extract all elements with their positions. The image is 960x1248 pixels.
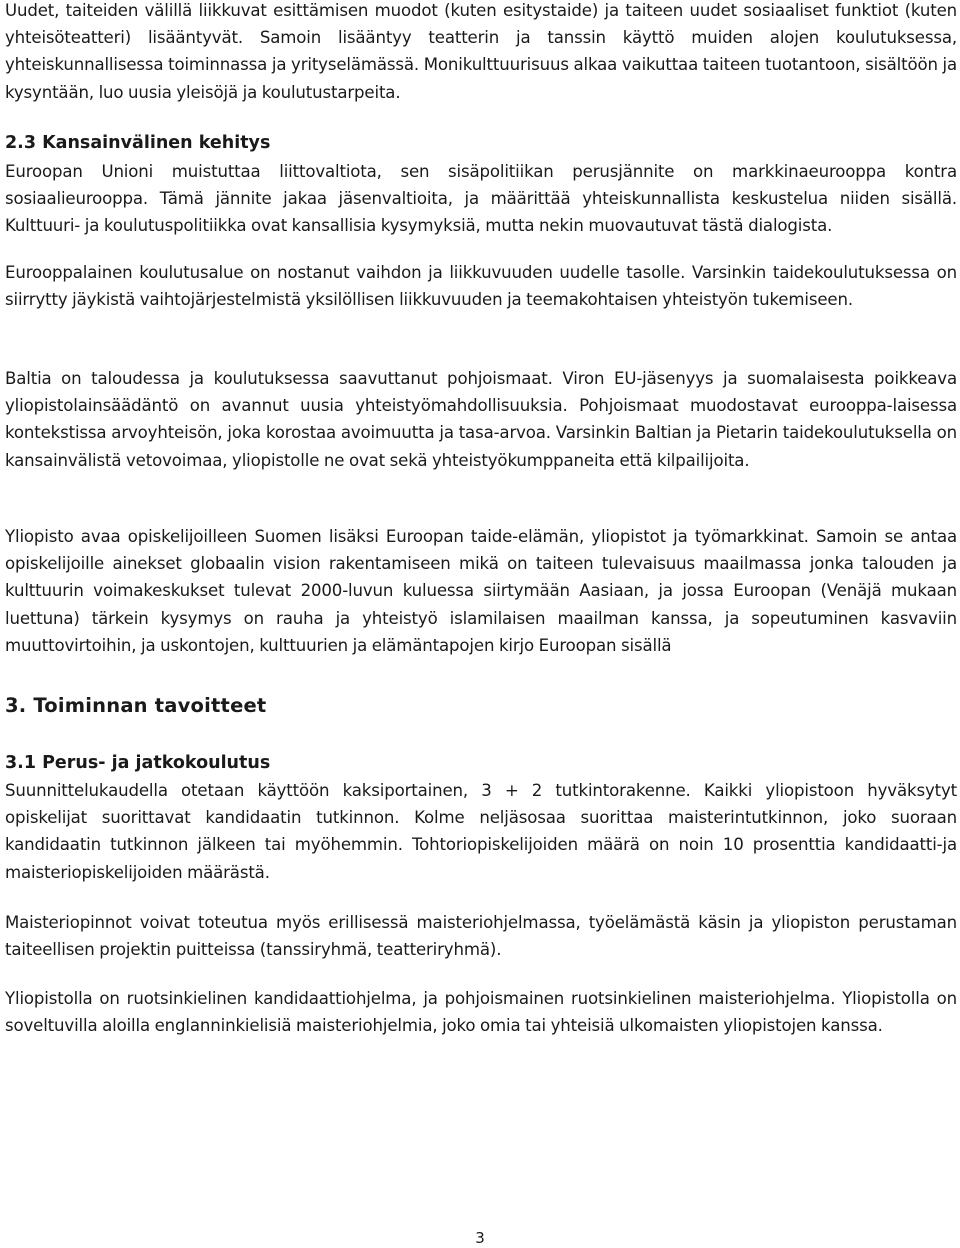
heading-3: 3. Toiminnan tavoitteet [5, 694, 267, 717]
section-3-1-block [5, 750, 957, 776]
eu-paragraph-block [5, 158, 957, 240]
section-3-block [5, 692, 957, 720]
maisteri-paragraph-block [5, 909, 957, 963]
baltia-paragraph-block [5, 365, 957, 474]
ruotsi-paragraph-block [5, 985, 957, 1039]
maisteri-paragraph: Maisteriopinnot voivat toteutua myös erillisessä maisteriohjelmassa, työelämästä käsin ja yliopiston perustaman taiteellisen projektin puitteissa (tanssiryhmä, teatteriryhmä). [5, 913, 957, 960]
yliopisto-paragraph: Yliopisto avaa opiskelijoilleen Suomen lisäksi Euroopan taide-elämän, yliopistot ja työmarkkinat. Samoin se antaa opiskelijoille ainekset globaalin vision rakentamiseen mikä on taiteen tulevaisuus maailmassa jonka talouden ja kulttuurin voimakeskukset tulevat 2000-luvun kuluessa siirtymään Aasiaan, ja jossa Euroopan (Venäjä mukaan luettuna) tärkein kysymys on rauha ja yhteistyö islamilaisen maailman kanssa, ja sopeutuminen kasvaviin muuttovirtoihin, ja uskontojen, kulttuurien ja elämäntapojen kirjo Euroopan sisällä [5, 527, 957, 655]
eurooppalainen-paragraph: Eurooppalainen koulutusalue on nostanut vaihdon ja liikkuvuuden uudelle tasolle. Varsinkin taidekoulutuksessa on siirrytty jäykistä vaihtojärjestelmistä yksilöllisen liikkuvuuden ja teemakohtaisen yhteistyön tukemiseen. [5, 263, 957, 310]
suunnittelu-paragraph-block [5, 777, 957, 886]
heading-3-1: 3.1 Perus- ja jatkokoulutus [5, 753, 271, 773]
eu-paragraph: Euroopan Unioni muistuttaa liittovaltiota, sen sisäpolitiikan perusjännite on markkinaeurooppa kontra sosiaalieurooppa. Tämä jännite jakaa jäsenvaltioita, ja määrittää yhteiskunnallista keskustelua niiden sisällä. Kulttuuri- ja koulutuspolitiikka ovat kansallisia kysymyksiä, mutta nekin muovautuvat tästä dialogista. [5, 162, 957, 236]
yliopisto-paragraph-block [5, 523, 957, 659]
page-number: 3 [475, 1229, 485, 1247]
suunnittelu-paragraph: Suunnittelukaudella otetaan käyttöön kaksiportainen, 3 + 2 tutkintorakenne. Kaikki yliopistoon hyväksytyt opiskelijat suorittavat kandidaatin tutkinnon. Kolme neljäsosaa suorittaa maisterintutkinnon, joko suoraan kandidaatin tutkinnon jälkeen tai myöhemmin. Tohtoriopiskelijoiden määrä on noin 10 prosenttia kandidaatti-ja maisteriopiskelijoiden määrästä. [5, 781, 957, 882]
heading-2-3: 2.3 Kansainvälinen kehitys [5, 133, 271, 153]
eurooppalainen-paragraph-block [5, 259, 957, 313]
ruotsi-paragraph: Yliopistolla on ruotsinkielinen kandidaattiohjelma, ja pohjoismainen ruotsinkielinen maisteriohjelma. Yliopistolla on soveltuvilla aloilla englanninkielisiä maisteriohjelmia, joko omia tai yhteisiä ulkomaisten yliopistojen kanssa. [5, 989, 957, 1036]
section-2-3-block [5, 130, 957, 156]
baltia-paragraph: Baltia on taloudessa ja koulutuksessa saavuttanut pohjoismaat. Viron EU-jäsenyys ja suomalaisesta poikkeava yliopistolainsäädäntö on avannut uusia yhteistyömahdollisuuksia. Pohjoismaat muodostavat eurooppa-laisessa kontekstissa arvoyhteisön, joka korostaa avoimuutta ja tasa-arvoa. Varsinkin Baltian ja Pietarin taidekoulutuksella on kansainvälistä vetovoimaa, yliopistolle ne ovat sekä yhteistyökumppaneita että kilpailijoita. [5, 369, 957, 470]
intro-paragraph: Uudet, taiteiden välillä liikkuvat esittämisen muodot (kuten esitystaide) ja taiteen uudet sosiaaliset funktiot (kuten yhteisöteatteri) lisääntyvät. Samoin lisääntyy teatterin ja tanssin käyttö muiden alojen koulutuksessa, yhteiskunnallisessa toiminnassa ja yrityselämässä. Monikulttuurisuus alkaa vaikuttaa taiteen tuotantoon, sisältöön ja kysyntään, luo uusia yleisöjä ja koulutustarpeita. [5, 1, 957, 102]
intro-paragraph-block [5, 0, 957, 106]
